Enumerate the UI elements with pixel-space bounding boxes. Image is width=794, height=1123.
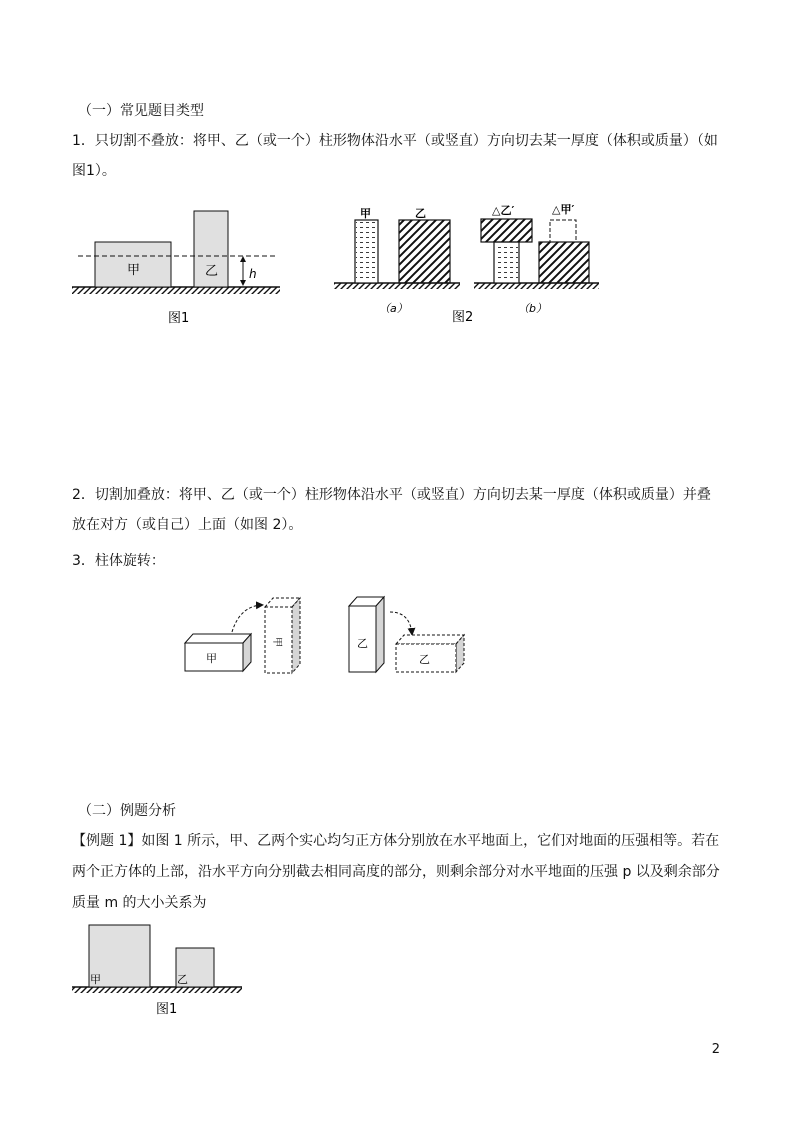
stacked-yi-piece <box>481 219 532 242</box>
figure-1-cut <box>72 211 280 326</box>
item-1-text: 1．只切割不叠放：将甲、乙（或一个）柱形物体沿水平（或竖直）方向切去某一厚度（体积或质量）（如图1）。 <box>72 133 718 179</box>
ground-hatch <box>72 287 280 294</box>
fig2b-label-delta-yi: △乙′ <box>492 204 515 217</box>
example-1-text: 【例题 1】如图 1 所示，甲、乙两个实心均匀正方体分别放在水平地面上，它们对地面的压强相等。若在两个正方体的上部，沿水平方向分别截去相同高度的部分，则剩余部分对水平地面的压强 p 以及剩余部分质量 m 的大小关系为 <box>72 833 720 911</box>
box-jia-standing-side <box>292 598 300 673</box>
rotation-figure-jia <box>185 598 300 673</box>
example1-figure <box>72 925 242 1017</box>
fig2a-label-jia: 甲 <box>360 207 371 220</box>
height-arrow-top <box>240 256 246 262</box>
page-number: 2 <box>711 1042 720 1057</box>
fig1-caption: 图1 <box>168 311 190 326</box>
rot-label-jia-1: 甲 <box>206 652 217 665</box>
block-yi-a <box>399 220 450 283</box>
ground-hatch <box>72 987 242 993</box>
rot-label-jia-2: 甲 <box>271 637 282 647</box>
section-heading-2: （二）例题分析 <box>78 803 176 819</box>
fig1-label-jia: 甲 <box>127 263 141 278</box>
ground-hatch <box>334 283 460 289</box>
fig1-label-h: h <box>249 267 257 281</box>
block-jia-b-fill <box>495 243 518 282</box>
ex1-caption: 图1 <box>156 1002 178 1017</box>
box-yi-lying-top <box>396 635 464 644</box>
box-yi-standing-side <box>376 597 384 672</box>
ex1-label-jia: 甲 <box>90 973 101 986</box>
item-3-text: 3．柱体旋转： <box>72 553 165 569</box>
fig2a-label: （a） <box>379 302 408 315</box>
fig2-caption: 图2 <box>452 310 474 325</box>
section-heading-1: （一）常见题目类型 <box>78 103 204 119</box>
rot-label-yi-1: 乙 <box>357 637 368 650</box>
block-jia-a-fill <box>356 221 377 282</box>
ex1-label-yi: 乙 <box>177 973 188 986</box>
fig2a-label-yi: 乙 <box>415 207 426 220</box>
fig2b-label: （b） <box>518 302 547 315</box>
box-jia-lying-top <box>185 634 251 643</box>
rotate-arrow <box>232 605 262 632</box>
figure-2a <box>334 207 460 315</box>
fig1-label-yi: 乙 <box>205 264 219 279</box>
rotation-figure-yi <box>349 597 464 672</box>
removed-jia-piece <box>550 220 576 242</box>
block-yi-b <box>539 242 589 283</box>
figure-2b <box>452 203 599 325</box>
item-2-text: 2．切割加叠放：将甲、乙（或一个）柱形物体沿水平（或竖直）方向切去某一厚度（体积或质量）并叠放在对方（或自己）上面（如图 2）。 <box>72 487 711 533</box>
ground-hatch <box>474 283 599 289</box>
height-arrow-bottom <box>240 280 246 286</box>
rot-label-yi-2: 乙 <box>419 653 430 666</box>
fig2b-label-delta-jia: △甲′ <box>552 203 575 216</box>
rotate-arrow <box>390 612 412 634</box>
